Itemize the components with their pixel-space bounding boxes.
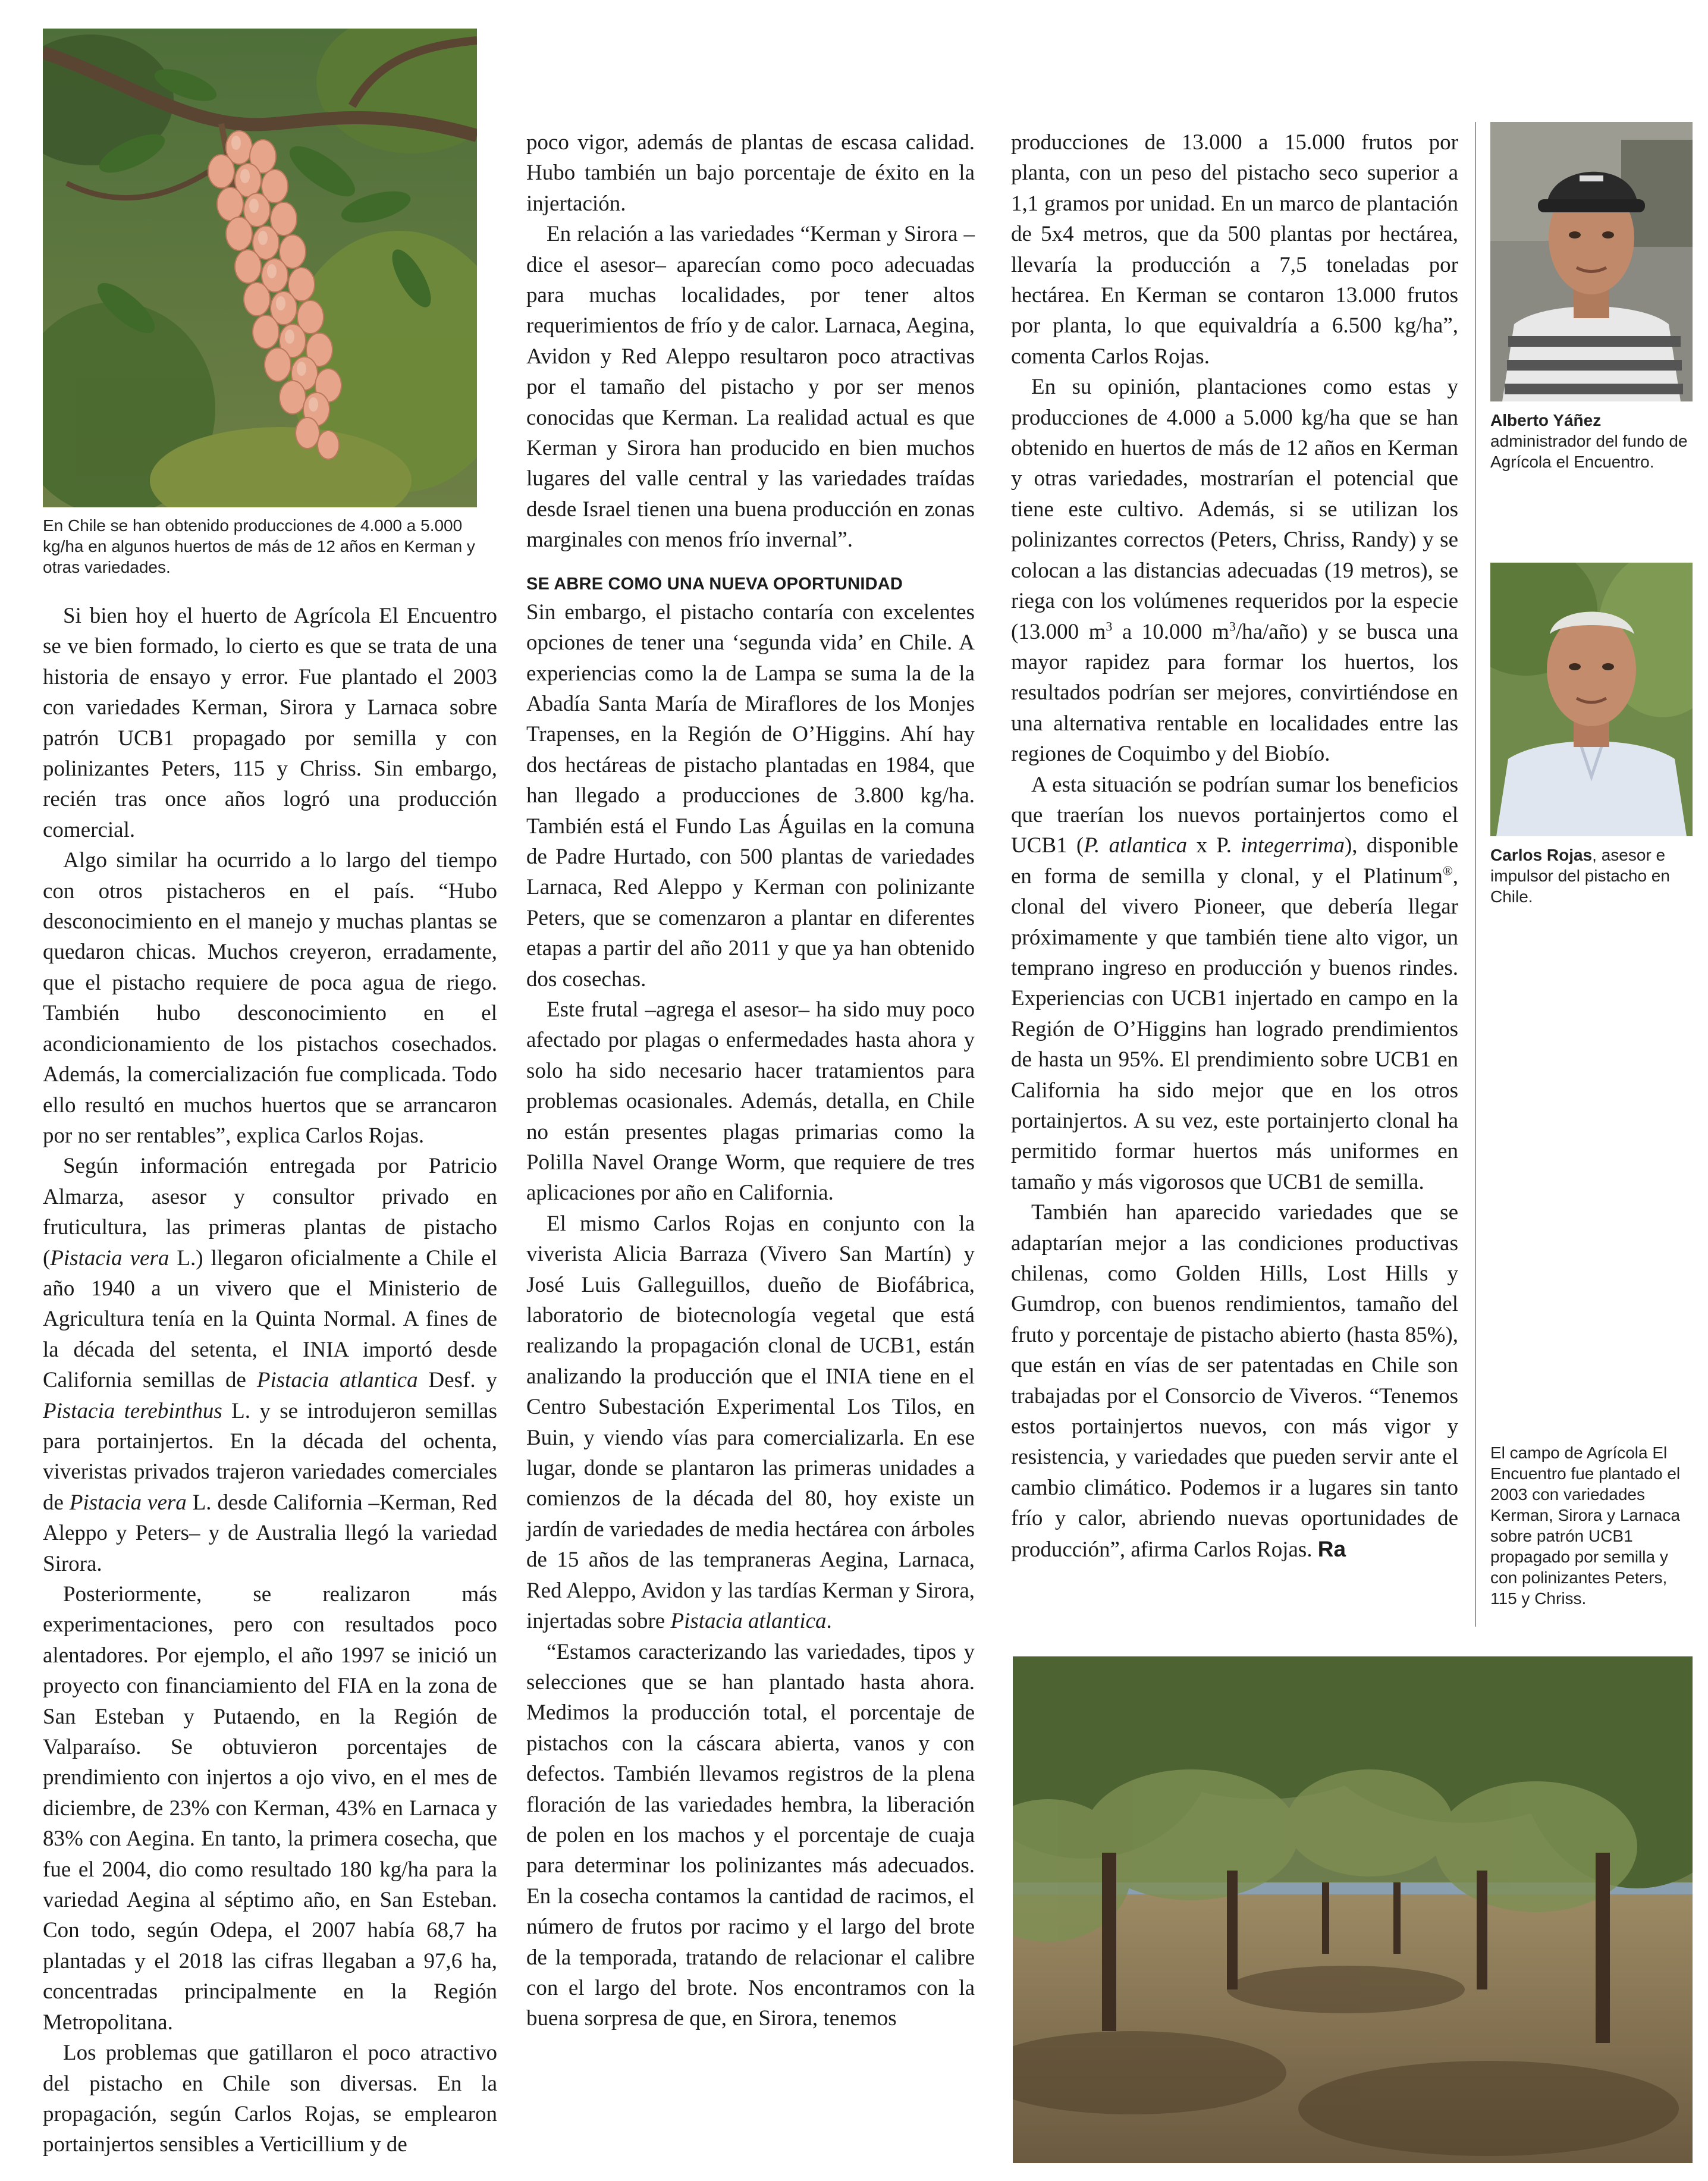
- paragraph: Este frutal –agrega el asesor– ha sido muy poco afectado por plagas o enfermedades hasta ahora y solo ha sido necesario hacer tratamientos para problemas ocasionales. Además, detalla, en Chile no están presentes plagas primarias como la Polilla Navel Orange Worm, que requiere de tres aplicaciones por año en California.: [526, 997, 975, 1206]
- paragraph: El mismo Carlos Rojas en conjunto con la viverista Alicia Barraza (Vivero San Martín) y José Luis Galleguillos, dueño de Biofábrica, laboratorio de biotecnología vegetal que está realizando la propagación clonal de UCB1, están analizando la producción que el INIA tiene en el Centro Subestación Experimental Los Tilos, en Buin, y viendo vías para comercializarla. En ese lugar, donde se plantaron las primeras unidades a comienzos de la década del 80, hoy existe un jardín de variedades de media hectárea con árboles de 15 años de las tempraneras Aegina, Larnaca, Red Aleppo, Avidon y las tardías Kerman y Sirora, injertadas sobre Pistacia atlantica.: [526, 1211, 975, 1634]
- orchard-photo: [1013, 1656, 1693, 2163]
- person-role: administrador del fundo de Agrícola el Encuentro.: [1490, 432, 1688, 471]
- paragraph: poco vigor, además de plantas de escasa calidad. Hubo también un bajo porcentaje de éxito en la injertación.: [526, 130, 975, 216]
- paragraph: Los problemas que gatillaron el poco atractivo del pistacho en Chile son diversas. En la propagación, según Carlos Rojas, se emplearon portainjertos sensibles a Verticillium y de: [43, 2041, 497, 2157]
- article-column-2: [526, 127, 975, 2034]
- article-column-1: [43, 601, 497, 2160]
- alberto-yanez-caption: [1490, 410, 1693, 472]
- section-heading: SE ABRE COMO UNA NUEVA OPORTUNIDAD: [526, 574, 903, 594]
- paragraph: Sin embargo, el pistacho contaría con excelentes opciones de tener una ‘segunda vida’ en Chile. A experiencias como la de Lampa se suma la de la Abadía Santa María de Miraflores de los Monjes Trapenses, en la Región de O’Higgins. Ahí hay dos hectáreas de pistacho plantadas en 1984, que han llegado a producciones de 3.800 kg/ha. También está el Fundo Las Águilas en la comuna de Padre Hurtado, con 500 plantas de variedades Larnaca, Red Aleppo y Kerman con polinizante Peters, que se comenzaron a plantar en diferentes etapas a partir del año 2011 y que ya han obtenido dos cosechas.: [526, 600, 975, 991]
- pistachio-cluster-caption: En Chile se han obtenido producciones de 4.000 a 5.000 kg/ha en algunos huertos de más de 12 años en Kerman y otras variedades.: [43, 516, 475, 576]
- paragraph: “Estamos caracterizando las variedades, tipos y selecciones que se han plantado hasta ahora. Medimos la producción total, el porcentaje de pistachos con la cáscara abierta, vanos y con defectos. También llevamos registros de la plena floración de las variedades hembra, la liberación de polen en los machos y el porcentaje de cuaja para determinar los polinizantes más adecuados. En la cosecha contamos la cantidad de racimos, el número de frutos por racimo y el largo del brote de la temporada, tratando de relacionar el calibre con el largo del brote. Nos encontramos con la buena sorpresa de que, en Sirora, tenemos: [526, 1639, 975, 2031]
- article-column-3: [1011, 127, 1458, 1565]
- alberto-yanez-portrait: [1490, 122, 1693, 401]
- author-signature: Ra: [1317, 1536, 1346, 1561]
- sidebar-divider: [1475, 122, 1476, 1627]
- carlos-rojas-portrait: [1490, 563, 1693, 836]
- paragraph: A esta situación se podrían sumar los beneficios que traerían los nuevos portainjertos como el UCB1 (P. atlantica x P. integerrima), disponible en forma de semilla y clonal, y el Platinum®, clonal del vivero Pioneer, que debería llegar próximamente y que también tiene alto vigor, un temprano ingreso en producción y buenos rindes. Experiencias con UCB1 injertado en campo en la Región de O’Higgins han logrado prendimientos de hasta un 95%. El prendimiento sobre UCB1 en California ha sido mejor que en los otros portainjertos. A su vez, este portainjerto clonal ha permitido formar huertos más uniformes en tamaño y más vigorosos que UCB1 de semilla.: [1011, 772, 1459, 1194]
- paragraph: producciones de 13.000 a 15.000 frutos por planta, con un peso del pistacho seco superior a 1,1 gramos por unidad. En un marco de plantación de 5x4 metros, que da 500 plantas por hectárea, llevaría la producción a 7,5 toneladas por hectárea. En Kerman se contaron 13.000 frutos por planta, lo que equivaldría a 6.500 kg/ha”, comenta Carlos Rojas.: [1011, 130, 1458, 369]
- paragraph: En relación a las variedades “Kerman y Sirora –dice el asesor– aparecían como poco adecuadas para muchas localidades, por tener altos requerimientos de frío y de calor. Larnaca, Aegina, Avidon y Red Aleppo resultaron poco atractivas por el tamaño del pistacho y por ser menos conocidas que Kerman. La realidad actual es que Kerman y Sirora han producido en bien muchos lugares del valle central y las variedades traídas desde Israel tienen una buena producción en zonas marginales con menos frío invernal”.: [526, 222, 975, 553]
- paragraph: Según información entregada por Patricio Almarza, asesor y consultor privado en fruticultura, las primeras plantas de pistacho (Pistacia vera L.) llegaron oficialmente a Chile el año 1940 a un vivero que el Ministerio de Agricultura tenía en la Quinta Normal. A fines de la década del setenta, el INIA importó desde California semillas de Pistacia atlantica Desf. y Pistacia terebinthus L. y se introdujeron semillas para portainjertos. En la década del ochenta, viveristas privados trajeron variedades comerciales de Pistacia vera L. desde California –Kerman, Red Aleppo y Peters– y de Australia llegó la variedad Sirora.: [43, 1154, 498, 1576]
- paragraph: Si bien hoy el huerto de Agrícola El Encuentro se ve bien formado, lo cierto es que se trata de una historia de ensayo y error. Fue plantado el 2003 con variedades Kerman, Sirora y Larnaca sobre patrón UCB1 propagado por semilla y con polinizantes Peters, 115 y Chriss. Sin embargo, recién tras once años logró una producción comercial.: [43, 604, 497, 842]
- orchard-caption: El campo de Agrícola El Encuentro fue plantado el 2003 con variedades Kerman, Sirora y Larnaca sobre patrón UCB1 propagado por semilla y con polinizantes Peters, 115 y Chriss.: [1490, 1443, 1681, 1608]
- pistachio-cluster-photo: [43, 29, 477, 507]
- paragraph: También han aparecido variedades que se adaptarían mejor a las condiciones productivas chilenas, como Golden Hills, Lost Hills y Gumdrop, con buenos rendimientos, tamaño del fruto y porcentaje de pistacho abierto (hasta 85%), que están en vías de ser patentadas en Chile son trabajadas por el Consorcio de Viveros. “Tenemos estos portainjertos nuevos, con más vigor y resistencia, y variedades que pueden servir ante el cambio climático. Podemos ir a lugares sin tanto frío y calor, abriendo nuevas oportunidades de producción”, afirma Carlos Rojas. Ra: [1011, 1200, 1458, 1562]
- paragraph: En su opinión, plantaciones como estas y producciones de 4.000 a 5.000 kg/ha que se han obtenido en huertos de más de 12 años en Kerman y otras variedades, mostrarían el potencial que tiene este cultivo. Además, si se utilizan los polinizantes correctos (Peters, Chriss, Randy) y se colocan a las distancias adecuadas (19 metros), se riega con los volúmenes requeridos por la especie (13.000 $m^3$ a 10.000 $m^3/ha/año$) y se busca una mayor rapidez para formar los huertos, los resultados podrían ser mejores, convirtiéndose en una alternativa rentable en localidades entre las regiones de Coquimbo y del Biobío.: [1011, 375, 1459, 767]
- person-name: Carlos Rojas: [1490, 846, 1593, 864]
- paragraph: Posteriormente, se realizaron más experimentaciones, pero con resultados poco alentadores. Por ejemplo, el año 1997 se inició un proyecto con financiamiento del FIA en la zona de San Esteban y Putaendo, en la Región de Valparaíso. Se obtuvieron porcentajes de prendimiento con injertos a ojo vivo, en el mes de diciembre, de 23% con Kerman, 43% en Larnaca y 83% con Aegina. En tanto, la primera cosecha, que fue el 2004, dio como resultado 180 kg/ha para la variedad Aegina al séptimo año, en San Esteban. Con todo, según Odepa, el 2007 había 68,7 ha plantadas y el 2018 las cifras llegaban a 97,6 ha, concentradas principalmente en la Región Metropolitana.: [43, 1582, 497, 2035]
- paragraph: Algo similar ha ocurrido a lo largo del tiempo con otros pistacheros en el país. “Hubo desconocimiento en el manejo y muchas plantas se quedaron chicas. Muchos creyeron, erradamente, que el pistacho requiere de poca agua de riego. También hubo desconocimiento en el acondicionamiento de los pistachos cosechados. Además, la comercialización fue complicada. Todo ello resultó en muchos huertos que se arrancaron por no ser rentables”, explica Carlos Rojas.: [43, 848, 497, 1148]
- person-name: Alberto Yáñez: [1490, 411, 1602, 429]
- person-role: , asesor e impulsor del pistacho en Chile.: [1490, 846, 1670, 906]
- carlos-rojas-caption: [1490, 845, 1693, 907]
